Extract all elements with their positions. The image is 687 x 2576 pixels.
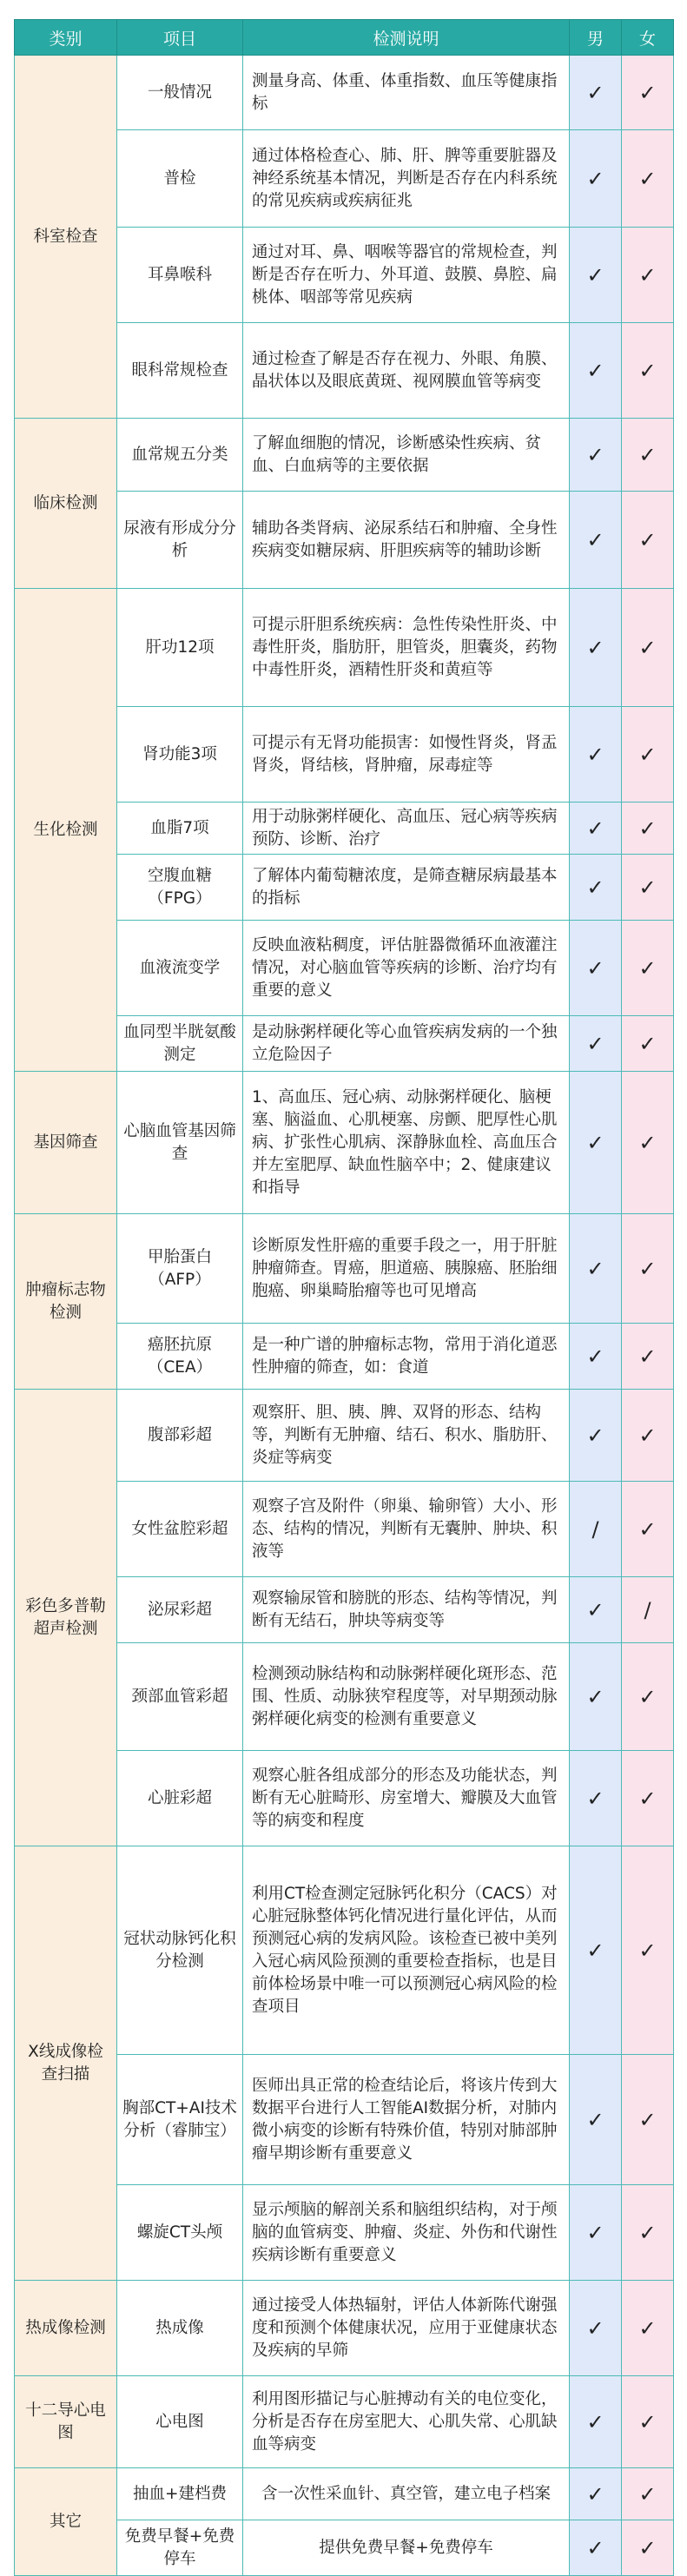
male-check-icon: ✓ — [570, 1072, 622, 1214]
female-check-icon: ✓ — [622, 855, 674, 921]
female-check-icon: ✓ — [622, 419, 674, 492]
male-check-icon: ✓ — [570, 492, 622, 589]
table-row — [15, 1214, 674, 1324]
female-check-icon: ✓ — [622, 1846, 674, 2055]
female-check-icon: ✓ — [622, 492, 674, 589]
male-check-icon: ✓ — [570, 228, 622, 323]
item-name-cell: 甲胎蛋白（AFP） — [117, 1214, 243, 1324]
exam-table-container — [14, 19, 673, 2576]
item-description-cell: 反映血液粘稠度，评估脏器微循环血液灌注情况，对心脑血管等疾病的诊断、治疗均有重要的意义 — [243, 921, 570, 1016]
category-cell: 彩色多普勒超声检测 — [15, 1390, 117, 1846]
table-row — [15, 1072, 674, 1214]
female-check-icon: ✓ — [622, 803, 674, 855]
table-row — [15, 1390, 674, 1482]
header-row — [15, 20, 674, 56]
item-name-cell: 颈部血管彩超 — [117, 1643, 243, 1751]
item-name-cell: 肝功12项 — [117, 589, 243, 707]
item-name-cell: 热成像 — [117, 2281, 243, 2376]
header-category: 类别 — [15, 20, 117, 56]
category-cell: 肿瘤标志物检测 — [15, 1214, 117, 1390]
category-cell: 热成像检测 — [15, 2281, 117, 2376]
item-description-cell: 通过体格检查心、肺、肝、脾等重要脏器及神经系统基本情况，判断是否存在内科系统的常见疾病或疾病征兆 — [243, 130, 570, 228]
female-check-icon: ✓ — [622, 228, 674, 323]
item-name-cell: 普检 — [117, 130, 243, 228]
item-name-cell: 心脏彩超 — [117, 1751, 243, 1846]
item-description-cell: 通过对耳、鼻、咽喉等器官的常规检查，判断是否存在听力、外耳道、鼓膜、鼻腔、扁桃体、咽部等常见疾病 — [243, 228, 570, 323]
table-row — [15, 2468, 674, 2520]
female-check-icon: ✓ — [622, 56, 674, 130]
female-not-applicable: / — [622, 1577, 674, 1643]
male-check-icon: ✓ — [570, 921, 622, 1016]
category-cell: 临床检测 — [15, 419, 117, 589]
male-check-icon: ✓ — [570, 323, 622, 419]
item-name-cell: 一般情况 — [117, 56, 243, 130]
item-description-cell: 检测颈动脉结构和动脉粥样硬化斑形态、范围、性质、动脉狭窄程度等，对早期颈动脉粥样硬化病变的检测有重要意义 — [243, 1643, 570, 1751]
header-female: 女 — [622, 20, 674, 56]
category-cell: 其它 — [15, 2468, 117, 2576]
male-check-icon: ✓ — [570, 2468, 622, 2520]
item-name-cell: 抽血+建档费 — [117, 2468, 243, 2520]
item-name-cell: 免费早餐+免费停车 — [117, 2520, 243, 2576]
female-check-icon: ✓ — [622, 1016, 674, 1072]
female-check-icon: ✓ — [622, 2055, 674, 2185]
item-description-cell: 利用图形描记与心脏搏动有关的电位变化，分析是否存在房室肥大、心肌失常、心肌缺血等病变 — [243, 2376, 570, 2468]
item-description-cell: 利用CT检查测定冠脉钙化积分（CACS）对心脏冠脉整体钙化情况进行量化评估，从而预测冠心病的发病风险。该检查已被中美列入冠心病风险预测的重要检查指标，也是目前体检场景中唯一可以预测冠心病风险的检查项目 — [243, 1846, 570, 2055]
table-row — [15, 2376, 674, 2468]
male-check-icon: ✓ — [570, 1846, 622, 2055]
item-description-cell: 了解血细胞的情况，诊断感染性疾病、贫血、白血病等的主要依据 — [243, 419, 570, 492]
item-description-cell: 可提示有无肾功能损害：如慢性肾炎，肾盂肾炎，肾结核，肾肿瘤，尿毒症等 — [243, 707, 570, 803]
female-check-icon: ✓ — [622, 2185, 674, 2281]
item-description-cell: 诊断原发性肝癌的重要手段之一，用于肝脏肿瘤筛查。胃癌，胆道癌、胰腺癌、胚胎细胞癌、卵巢畸胎瘤等也可见增高 — [243, 1214, 570, 1324]
table-header — [15, 20, 674, 56]
item-name-cell: 血脂7项 — [117, 803, 243, 855]
female-check-icon: ✓ — [622, 589, 674, 707]
item-description-cell: 提供免费早餐+免费停车 — [243, 2520, 570, 2576]
male-check-icon: ✓ — [570, 855, 622, 921]
male-check-icon: ✓ — [570, 2055, 622, 2185]
item-description-cell: 医师出具正常的检查结论后，将该片传到大数据平台进行人工智能AI数据分析，对肺内微小病变的诊断有特殊价值，特别对肺部肿瘤早期诊断有重要意义 — [243, 2055, 570, 2185]
table-body — [15, 56, 674, 2576]
category-cell: X线成像检查扫描 — [15, 1846, 117, 2281]
header-description: 检测说明 — [243, 20, 570, 56]
item-name-cell: 血同型半胱氨酸测定 — [117, 1016, 243, 1072]
male-check-icon: ✓ — [570, 2185, 622, 2281]
male-check-icon: ✓ — [570, 419, 622, 492]
header-item: 项目 — [117, 20, 243, 56]
table-row — [15, 419, 674, 492]
item-description-cell: 通过接受人体热辐射，评估人体新陈代谢强度和预测个体健康状况，应用于亚健康状态及疾病的早筛 — [243, 2281, 570, 2376]
table-row — [15, 2281, 674, 2376]
item-name-cell: 心电图 — [117, 2376, 243, 2468]
item-name-cell: 耳鼻喉科 — [117, 228, 243, 323]
female-check-icon: ✓ — [622, 2281, 674, 2376]
category-cell: 十二导心电图 — [15, 2376, 117, 2468]
item-name-cell: 冠状动脉钙化积分检测 — [117, 1846, 243, 2055]
item-description-cell: 1、高血压、冠心病、动脉粥样硬化、脑梗塞、脑溢血、心肌梗塞、房颤、肥厚性心肌病、扩张性心肌病、深静脉血栓、高血压合并左室肥厚、缺血性脑卒中；2、健康建议和指导 — [243, 1072, 570, 1214]
male-check-icon: ✓ — [570, 1390, 622, 1482]
item-name-cell: 血液流变学 — [117, 921, 243, 1016]
item-name-cell: 女性盆腔彩超 — [117, 1482, 243, 1577]
male-check-icon: ✓ — [570, 56, 622, 130]
male-check-icon: ✓ — [570, 707, 622, 803]
male-check-icon: ✓ — [570, 2281, 622, 2376]
female-check-icon: ✓ — [622, 1072, 674, 1214]
header-male: 男 — [570, 20, 622, 56]
item-description-cell: 通过检查了解是否存在视力、外眼、角膜、晶状体以及眼底黄斑、视网膜血管等病变 — [243, 323, 570, 419]
male-check-icon: ✓ — [570, 1324, 622, 1390]
item-name-cell: 腹部彩超 — [117, 1390, 243, 1482]
female-check-icon: ✓ — [622, 130, 674, 228]
female-check-icon: ✓ — [622, 921, 674, 1016]
item-description-cell: 观察子宫及附件（卵巢、输卵管）大小、形态、结构的情况，判断有无囊肿、肿块、积液等 — [243, 1482, 570, 1577]
item-description-cell: 含一次性采血针、真空管，建立电子档案 — [243, 2468, 570, 2520]
male-check-icon: ✓ — [570, 2376, 622, 2468]
item-name-cell: 血常规五分类 — [117, 419, 243, 492]
item-name-cell: 螺旋CT头颅 — [117, 2185, 243, 2281]
female-check-icon: ✓ — [622, 2520, 674, 2576]
item-description-cell: 观察肝、胆、胰、脾、双肾的形态、结构等，判断有无肿瘤、结石、积水、脂肪肝、炎症等病变 — [243, 1390, 570, 1482]
item-description-cell: 观察输尿管和膀胱的形态、结构等情况，判断有无结石，肿块等病变等 — [243, 1577, 570, 1643]
female-check-icon: ✓ — [622, 1482, 674, 1577]
male-check-icon: ✓ — [570, 589, 622, 707]
exam-items-table — [14, 19, 674, 2576]
female-check-icon: ✓ — [622, 1643, 674, 1751]
item-description-cell: 观察心脏各组成部分的形态及功能状态，判断有无心脏畸形、房室增大、瓣膜及大血管等的病变和程度 — [243, 1751, 570, 1846]
category-cell: 科室检查 — [15, 56, 117, 419]
item-description-cell: 显示颅脑的解剖关系和脑组织结构，对于颅脑的血管病变、肿瘤、炎症、外伤和代谢性疾病诊断有重要意义 — [243, 2185, 570, 2281]
male-check-icon: ✓ — [570, 1577, 622, 1643]
item-description-cell: 了解体内葡萄糖浓度，是筛查糖尿病最基本的指标 — [243, 855, 570, 921]
table-row — [15, 589, 674, 707]
item-name-cell: 眼科常规检查 — [117, 323, 243, 419]
item-name-cell: 泌尿彩超 — [117, 1577, 243, 1643]
male-not-applicable: / — [570, 1482, 622, 1577]
category-cell: 生化检测 — [15, 589, 117, 1072]
male-check-icon: ✓ — [570, 803, 622, 855]
item-name-cell: 尿液有形成分分析 — [117, 492, 243, 589]
male-check-icon: ✓ — [570, 1643, 622, 1751]
female-check-icon: ✓ — [622, 1324, 674, 1390]
male-check-icon: ✓ — [570, 2520, 622, 2576]
female-check-icon: ✓ — [622, 323, 674, 419]
male-check-icon: ✓ — [570, 1016, 622, 1072]
item-description-cell: 是动脉粥样硬化等心血管疾病发病的一个独立危险因子 — [243, 1016, 570, 1072]
table-row — [15, 56, 674, 130]
item-description-cell: 用于动脉粥样硬化、高血压、冠心病等疾病预防、诊断、治疗 — [243, 803, 570, 855]
item-description-cell: 是一种广谱的肿瘤标志物，常用于消化道恶性肿瘤的筛查，如：食道 — [243, 1324, 570, 1390]
female-check-icon: ✓ — [622, 2468, 674, 2520]
item-name-cell: 肾功能3项 — [117, 707, 243, 803]
item-description-cell: 测量身高、体重、体重指数、血压等健康指标 — [243, 56, 570, 130]
item-name-cell: 空腹血糖（FPG） — [117, 855, 243, 921]
female-check-icon: ✓ — [622, 707, 674, 803]
female-check-icon: ✓ — [622, 2376, 674, 2468]
item-name-cell: 心脑血管基因筛查 — [117, 1072, 243, 1214]
item-description-cell: 辅助各类肾病、泌尿系结石和肿瘤、全身性疾病变如糖尿病、肝胆疾病等的辅助诊断 — [243, 492, 570, 589]
male-check-icon: ✓ — [570, 1214, 622, 1324]
category-cell: 基因筛查 — [15, 1072, 117, 1214]
male-check-icon: ✓ — [570, 1751, 622, 1846]
female-check-icon: ✓ — [622, 1214, 674, 1324]
table-row — [15, 1846, 674, 2055]
female-check-icon: ✓ — [622, 1751, 674, 1846]
item-name-cell: 胸部CT+AI技术分析（睿肺宝） — [117, 2055, 243, 2185]
item-description-cell: 可提示肝胆系统疾病：急性传染性肝炎、中毒性肝炎，脂肪肝，胆管炎，胆囊炎，药物中毒性肝炎，酒精性肝炎和黄疸等 — [243, 589, 570, 707]
female-check-icon: ✓ — [622, 1390, 674, 1482]
male-check-icon: ✓ — [570, 130, 622, 228]
item-name-cell: 癌胚抗原（CEA） — [117, 1324, 243, 1390]
